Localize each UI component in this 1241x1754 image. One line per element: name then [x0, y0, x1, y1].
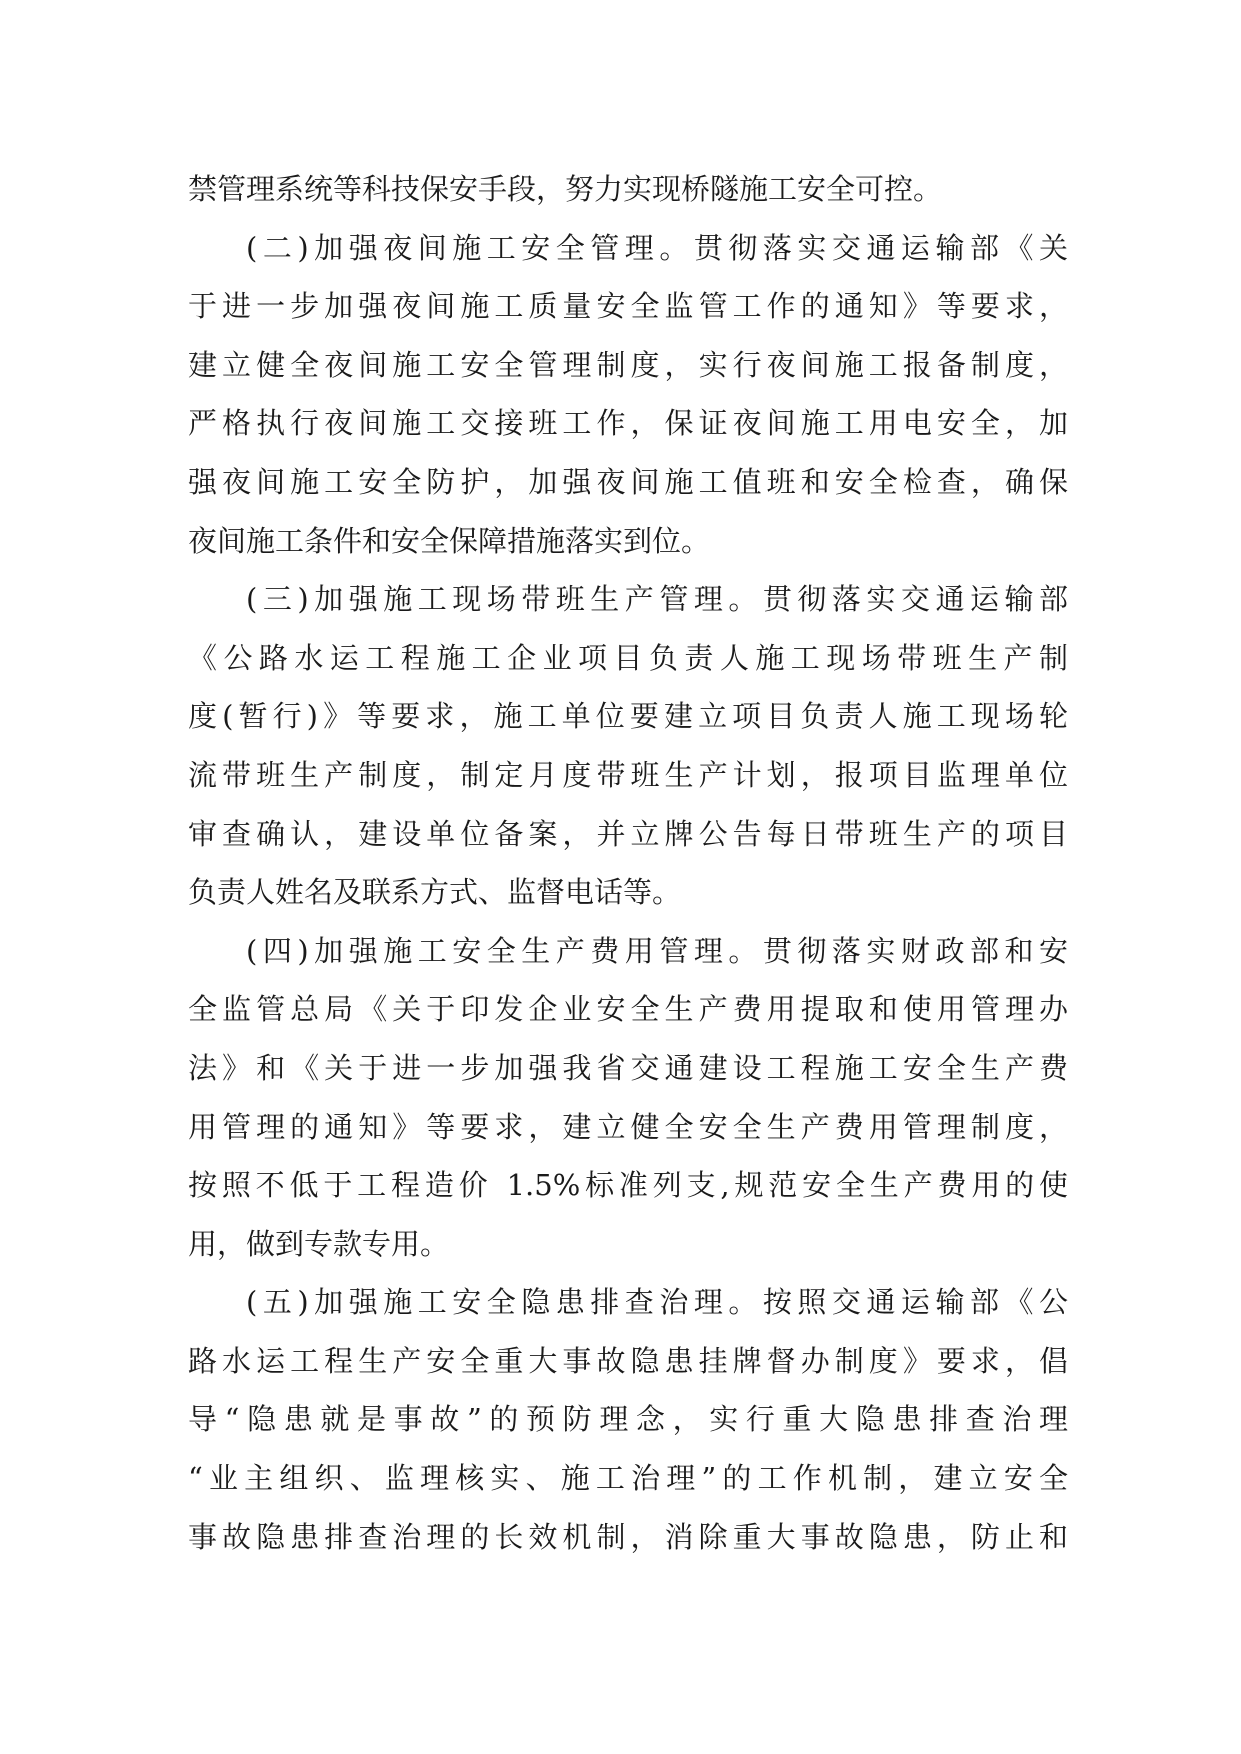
- text-line: 于进一步加强夜间施工质量安全监管工作的通知》等要求，: [188, 289, 1068, 324]
- text-line: 用，做到专款专用。: [188, 1226, 450, 1261]
- text-line: 夜间施工条件和安全保障措施落实到位。: [188, 523, 711, 558]
- text-line: 全监管总局《关于印发企业安全生产费用提取和使用管理办: [188, 992, 1068, 1027]
- text-line: 度(暂行)》等要求，施工单位要建立项目负责人施工现场轮: [188, 699, 1068, 734]
- paragraph: [188, 160, 1068, 219]
- text-line: 强夜间施工安全防护，加强夜间施工值班和安全检查，确保: [188, 464, 1068, 499]
- text-line: (四)加强施工安全生产费用管理。贯彻落实财政部和安: [246, 933, 1068, 968]
- text-line: 用管理的通知》等要求，建立健全安全生产费用管理制度，: [188, 1109, 1068, 1144]
- text-line: “业主组织、监理核实、施工治理”的工作机制，建立安全: [188, 1461, 1068, 1496]
- text-line: 按照不低于工程造价 1.5%标准列支,规范安全生产费用的使: [188, 1168, 1068, 1203]
- text-line: (五)加强施工安全隐患排查治理。按照交通运输部《公: [246, 1285, 1068, 1320]
- text-line: 事故隐患排查治理的长效机制，消除重大事故隐患，防止和: [188, 1519, 1068, 1554]
- paragraph: [188, 922, 1068, 1274]
- text-line: 建立健全夜间施工安全管理制度，实行夜间施工报备制度，: [188, 347, 1068, 382]
- text-line: 审查确认，建设单位备案，并立牌公告每日带班生产的项目: [188, 816, 1068, 851]
- text-line: (三)加强施工现场带班生产管理。贯彻落实交通运输部: [246, 582, 1068, 617]
- text-line: 流带班生产制度，制定月度带班生产计划，报项目监理单位: [188, 757, 1068, 792]
- text-line: 导“隐患就是事故”的预防理念，实行重大隐患排查治理: [188, 1402, 1068, 1437]
- text-line: 禁管理系统等科技保安手段，努力实现桥隧施工安全可控。: [188, 172, 943, 206]
- text-line: 《公路水运工程施工企业项目负责人施工现场带班生产制: [188, 640, 1068, 675]
- text-line: 路水运工程生产安全重大事故隐患挂牌督办制度》要求，倡: [188, 1343, 1068, 1378]
- paragraph: [188, 1273, 1068, 1566]
- text-line: 负责人姓名及联系方式、监督电话等。: [188, 875, 682, 910]
- paragraph: [188, 219, 1068, 571]
- document-body: [188, 160, 1068, 1566]
- paragraph: [188, 570, 1068, 922]
- text-line: 法》和《关于进一步加强我省交通建设工程施工安全生产费: [188, 1050, 1068, 1085]
- text-line: 严格执行夜间施工交接班工作，保证夜间施工用电安全，加: [188, 406, 1068, 441]
- text-line: (二)加强夜间施工安全管理。贯彻落实交通运输部《关: [246, 230, 1068, 265]
